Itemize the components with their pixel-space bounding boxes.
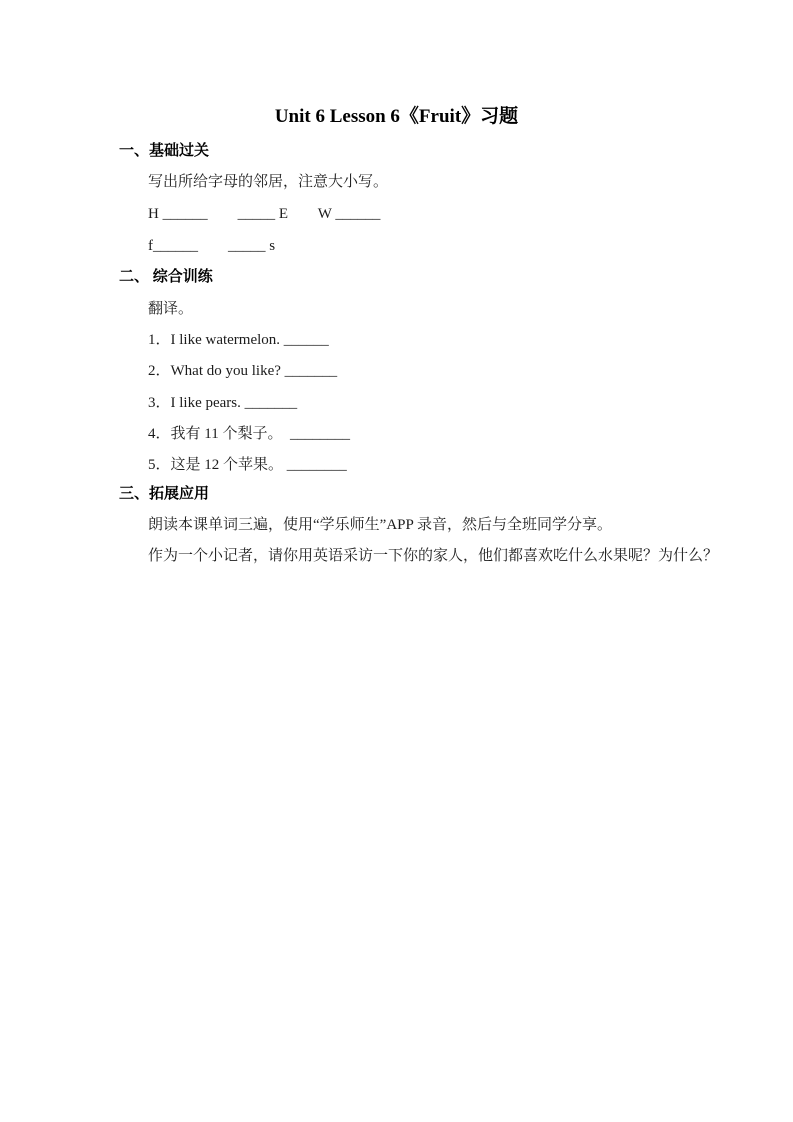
translate-item-5: 5．这是 12 个苹果。 ________ (148, 457, 347, 473)
section1-instructions: 写出所给字母的邻居，注意大小写。 (148, 174, 389, 190)
section-heading-2: 二、 综合训练 (119, 269, 213, 285)
section1-fill-blanks-row-2: f______ _____ s (148, 238, 276, 254)
translate-item-4: 4．我有 11 个梨子。 ________ (148, 426, 350, 442)
translate-item-2: 2．What do you like? _______ (148, 363, 338, 379)
section-heading-3: 三、拓展应用 (119, 486, 210, 502)
translate-item-3: 3．I like pears. _______ (148, 395, 298, 411)
section2-instructions: 翻译。 (148, 301, 194, 317)
section3-task-1: 朗读本课单词三遍，使用“学乐师生”APP 录音，然后与全班同学分享。 (148, 517, 613, 533)
document-title: Unit 6 Lesson 6《Fruit》习题 (274, 106, 519, 127)
section1-fill-blanks-row-1: H ______ _____ E W ______ (148, 206, 381, 222)
translate-item-1: 1．I like watermelon. ______ (148, 332, 329, 348)
section-heading-1: 一、基础过关 (119, 143, 210, 159)
section3-task-2: 作为一个小记者，请你用英语采访一下你的家人，他们都喜欢吃什么水果呢？为什么？ (148, 548, 719, 564)
